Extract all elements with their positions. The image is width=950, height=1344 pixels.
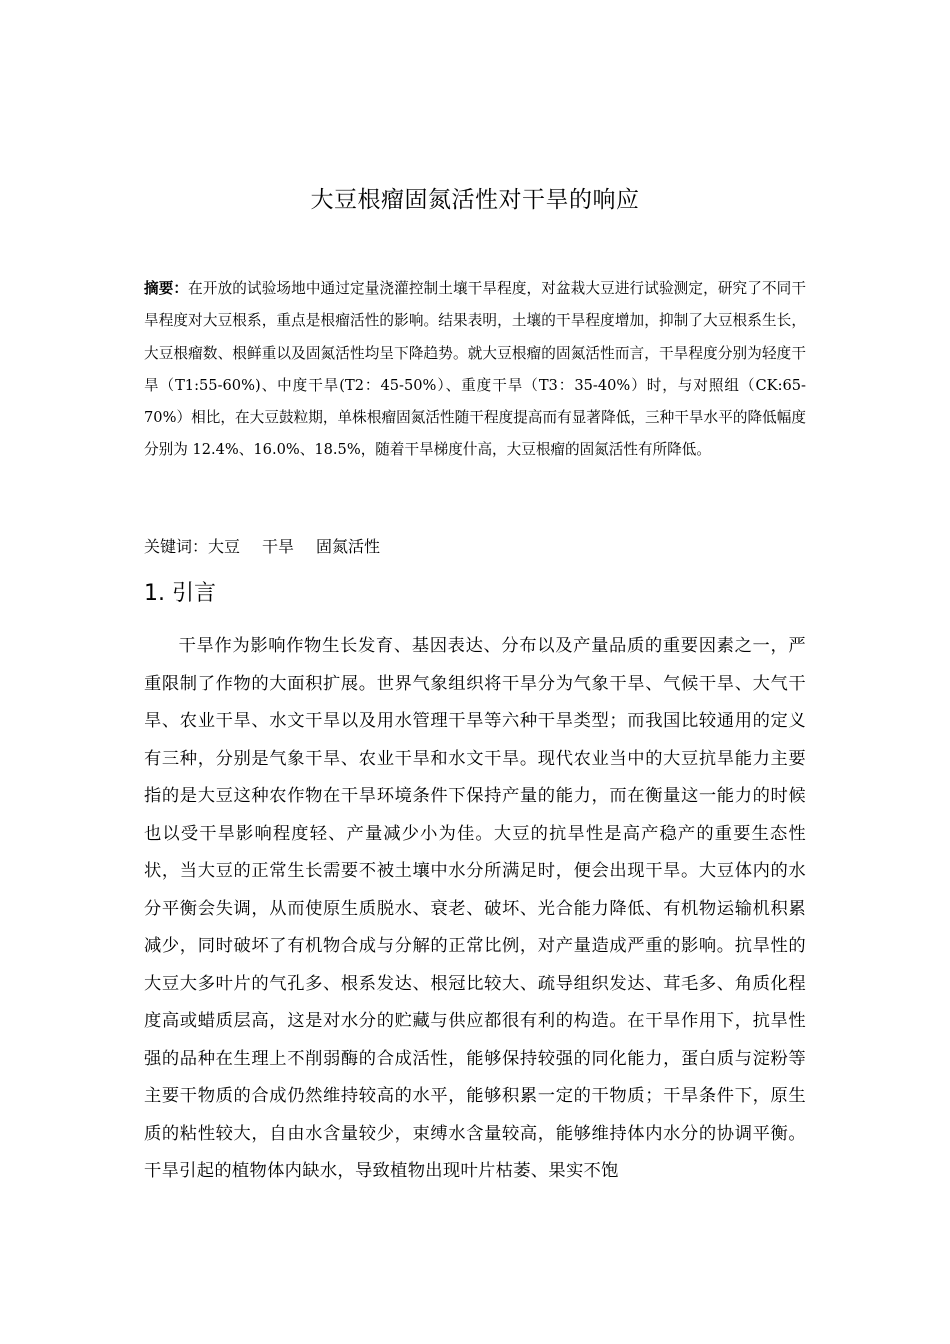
document-page <box>144 0 806 1344</box>
keywords-label: 关键词： <box>144 537 209 556</box>
abstract-label: 摘要： <box>144 280 189 297</box>
section-heading-introduction: 1. 引言 <box>144 581 216 606</box>
keyword-item: 固氮活性 <box>316 537 381 556</box>
abstract-paragraph <box>144 273 806 467</box>
keywords-line <box>144 532 806 562</box>
introduction-paragraph: 干旱作为影响作物生长发育、基因表达、分布以及产量品质的重要因素之一，严重限制了作物的大面积扩展。世界气象组织将干旱分为气象干旱、气候干旱、大气干旱、农业干旱、水文干旱以及用水管理干旱等六种干旱类型；而我国比较通用的定义有三种，分别是气象干旱、农业干旱和水文干旱。现代农业当中的大豆抗旱能力主要指的是大豆这种农作物在干旱环境条件下保持产量的能力，而在衡量这一能力的时候也以受干旱影响程度轻、产量减少小为佳。大豆的抗旱性是高产稳产的重要生态性状，当大豆的正常生长需要不被土壤中水分所满足时，便会出现干旱。大豆体内的水分平衡会失调，从而使原生质脱水、衰老、破坏、光合能力降低、有机物运输机积累减少，同时破坏了有机物合成与分解的正常比例，对产量造成严重的影响。抗旱性的大豆大多叶片的气孔多、根系发达、根冠比较大、疏导组织发达、茸毛多、角质化程度高或蜡质层高，这是对水分的贮藏与供应都很有利的构造。在干旱作用下，抗旱性强的品种在生理上不削弱酶的合成活性，能够保持较强的同化能力，蛋白质与淀粉等主要干物质的合成仍然维持较高的水平，能够积累一定的干物质；干旱条件下，原生质的粘性较大，自由水含量较少，束缚水含量较高，能够维持体内水分的协调平衡。干旱引起的植物体内缺水，导致植物出现叶片枯萎、果实不饱 <box>144 636 806 1181</box>
keyword-item: 干旱 <box>262 537 295 556</box>
abstract-text: 在开放的试验场地中通过定量浇灌控制土壤干旱程度，对盆栽大豆进行试验测定，研究了不同干旱程度对大豆根系，重点是根瘤活性的影响。结果表明，土壤的干旱程度增加，抑制了大豆根系生长，大豆根瘤数、根鲜重以及固氮活性均呈下降趋势。就大豆根瘤的固氮活性而言，干旱程度分别为轻度干旱（T1:55-60%)、中度干旱(T2：45-50%）、重度干旱（T3：35-40%）时，与对照组（CK:65-70%）相比，在大豆鼓粒期，单株根瘤固氮活性随干程度提高而有显著降低，三种干旱水平的降低幅度分别为 12.4%、16.0%、18.5%，随着干旱梯度什高，大豆根瘤的固氮活性有所降低。 <box>144 280 806 459</box>
keyword-item: 大豆 <box>208 537 241 556</box>
paper-title: 大豆根瘤固氮活性对干旱的响应 <box>310 187 640 213</box>
